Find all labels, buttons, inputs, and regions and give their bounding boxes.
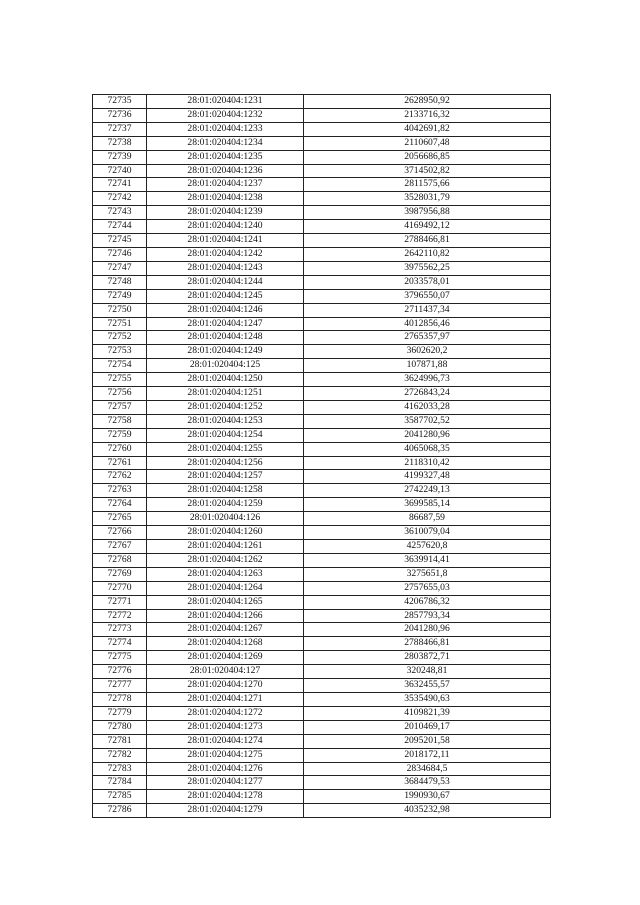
row-number-cell: 72759 [93,428,147,442]
cadastral-value-cell: 4042691,82 [304,122,551,136]
cadastral-value-cell: 320248,81 [304,665,551,679]
cadastral-number-cell: 28:01:020404:1260 [147,526,304,540]
cadastral-value-cell: 3587702,52 [304,414,551,428]
row-number-cell: 72778 [93,692,147,706]
table-row [93,776,551,790]
table-row [93,540,551,554]
cadastral-number-cell: 28:01:020404:1274 [147,734,304,748]
row-number-cell: 72764 [93,498,147,512]
table-row [93,95,551,109]
row-number-cell: 72744 [93,220,147,234]
cadastral-value-cell: 3796550,07 [304,289,551,303]
table-row [93,734,551,748]
row-number-cell: 72741 [93,178,147,192]
cadastral-value-cell: 2056686,85 [304,150,551,164]
row-number-cell: 72779 [93,706,147,720]
table-row [93,790,551,804]
table-row [93,303,551,317]
row-number-cell: 72771 [93,595,147,609]
table-row [93,150,551,164]
cadastral-value-cell: 3602620,2 [304,345,551,359]
row-number-cell: 72775 [93,651,147,665]
cadastral-number-cell: 28:01:020404:1265 [147,595,304,609]
table-row [93,526,551,540]
cadastral-number-cell: 28:01:020404:1237 [147,178,304,192]
row-number-cell: 72757 [93,400,147,414]
table-row [93,387,551,401]
cadastral-number-cell: 28:01:020404:1277 [147,776,304,790]
cadastral-value-cell: 2642110,82 [304,247,551,261]
cadastral-number-cell: 28:01:020404:1253 [147,414,304,428]
cadastral-number-cell: 28:01:020404:1270 [147,679,304,693]
cadastral-number-cell: 28:01:020404:1269 [147,651,304,665]
cadastral-value-cell: 2811575,66 [304,178,551,192]
row-number-cell: 72749 [93,289,147,303]
cadastral-value-cell: 2041280,96 [304,428,551,442]
table-row [93,275,551,289]
cadastral-value-cell: 2010469,17 [304,720,551,734]
table-row [93,637,551,651]
table-row [93,623,551,637]
row-number-cell: 72756 [93,387,147,401]
row-number-cell: 72773 [93,623,147,637]
table-row [93,331,551,345]
cadastral-value-cell: 2857793,34 [304,609,551,623]
table-row [93,373,551,387]
table-row [93,498,551,512]
table-row [93,400,551,414]
cadastral-number-cell: 28:01:020404:1257 [147,470,304,484]
row-number-cell: 72745 [93,234,147,248]
cadastral-value-cell: 2095201,58 [304,734,551,748]
cadastral-number-cell: 28:01:020404:1264 [147,581,304,595]
cadastral-number-cell: 28:01:020404:1233 [147,122,304,136]
cadastral-value-cell: 3699585,14 [304,498,551,512]
row-number-cell: 72777 [93,679,147,693]
cadastral-value-cell: 2628950,92 [304,95,551,109]
row-number-cell: 72783 [93,762,147,776]
table-row [93,804,551,818]
row-number-cell: 72735 [93,95,147,109]
cadastral-number-cell: 28:01:020404:1238 [147,192,304,206]
table-row [93,762,551,776]
cadastral-value-cell: 4169492,12 [304,220,551,234]
table-row [93,567,551,581]
cadastral-value-cell: 3975562,25 [304,261,551,275]
row-number-cell: 72763 [93,484,147,498]
table-row [93,442,551,456]
table-row [93,234,551,248]
table-row [93,192,551,206]
cadastral-value-cell: 4162033,28 [304,400,551,414]
table-row [93,595,551,609]
cadastral-value-cell: 2765357,97 [304,331,551,345]
row-number-cell: 72774 [93,637,147,651]
cadastral-number-cell: 28:01:020404:1247 [147,317,304,331]
cadastral-number-cell: 28:01:020404:1250 [147,373,304,387]
cadastral-value-cell: 3684479,53 [304,776,551,790]
row-number-cell: 72776 [93,665,147,679]
row-number-cell: 72754 [93,359,147,373]
cadastral-number-cell: 28:01:020404:1266 [147,609,304,623]
cadastral-value-cell: 107871,88 [304,359,551,373]
cadastral-number-cell: 28:01:020404:1232 [147,108,304,122]
cadastral-number-cell: 28:01:020404:1263 [147,567,304,581]
cadastral-value-cell: 2133716,32 [304,108,551,122]
table-row [93,456,551,470]
cadastral-number-cell: 28:01:020404:1240 [147,220,304,234]
cadastral-number-cell: 28:01:020404:1231 [147,95,304,109]
cadastral-value-cell: 4109821,39 [304,706,551,720]
cadastral-value-cell: 2118310,42 [304,456,551,470]
row-number-cell: 72739 [93,150,147,164]
cadastral-value-table [92,94,551,818]
table-row [93,470,551,484]
cadastral-value-cell: 4206786,32 [304,595,551,609]
row-number-cell: 72746 [93,247,147,261]
cadastral-value-cell: 3714502,82 [304,164,551,178]
row-number-cell: 72743 [93,206,147,220]
cadastral-number-cell: 28:01:020404:125 [147,359,304,373]
cadastral-value-cell: 3639914,41 [304,553,551,567]
cadastral-number-cell: 28:01:020404:126 [147,512,304,526]
row-number-cell: 72767 [93,540,147,554]
row-number-cell: 72765 [93,512,147,526]
row-number-cell: 72786 [93,804,147,818]
cadastral-number-cell: 28:01:020404:1273 [147,720,304,734]
cadastral-number-cell: 28:01:020404:1272 [147,706,304,720]
row-number-cell: 72766 [93,526,147,540]
cadastral-value-cell: 3987956,88 [304,206,551,220]
cadastral-number-cell: 28:01:020404:1261 [147,540,304,554]
cadastral-value-cell: 1990930,67 [304,790,551,804]
cadastral-value-cell: 4257620,8 [304,540,551,554]
cadastral-number-cell: 28:01:020404:1248 [147,331,304,345]
cadastral-number-cell: 28:01:020404:1239 [147,206,304,220]
row-number-cell: 72785 [93,790,147,804]
cadastral-number-cell: 28:01:020404:1255 [147,442,304,456]
row-number-cell: 72738 [93,136,147,150]
row-number-cell: 72782 [93,748,147,762]
cadastral-value-cell: 2110607,48 [304,136,551,150]
cadastral-number-cell: 28:01:020404:1276 [147,762,304,776]
cadastral-number-cell: 28:01:020404:1244 [147,275,304,289]
cadastral-value-cell: 2803872,71 [304,651,551,665]
cadastral-number-cell: 28:01:020404:1251 [147,387,304,401]
cadastral-number-cell: 28:01:020404:1278 [147,790,304,804]
cadastral-number-cell: 28:01:020404:1246 [147,303,304,317]
table-row [93,706,551,720]
table-row [93,679,551,693]
cadastral-value-cell: 2726843,24 [304,387,551,401]
table-row [93,651,551,665]
row-number-cell: 72762 [93,470,147,484]
table-row [93,247,551,261]
row-number-cell: 72753 [93,345,147,359]
table-row [93,414,551,428]
cadastral-value-cell: 3632455,57 [304,679,551,693]
row-number-cell: 72761 [93,456,147,470]
cadastral-number-cell: 28:01:020404:1279 [147,804,304,818]
cadastral-number-cell: 28:01:020404:1275 [147,748,304,762]
row-number-cell: 72751 [93,317,147,331]
table-row [93,720,551,734]
table-row [93,428,551,442]
cadastral-value-cell: 3535490,63 [304,692,551,706]
cadastral-value-cell: 4035232,98 [304,804,551,818]
table-body [93,95,551,818]
row-number-cell: 72772 [93,609,147,623]
cadastral-number-cell: 28:01:020404:1243 [147,261,304,275]
table-row [93,609,551,623]
row-number-cell: 72760 [93,442,147,456]
cadastral-value-cell: 4065068,35 [304,442,551,456]
row-number-cell: 72768 [93,553,147,567]
row-number-cell: 72750 [93,303,147,317]
cadastral-value-cell: 2018172,11 [304,748,551,762]
table-row [93,317,551,331]
cadastral-value-cell: 3624996,73 [304,373,551,387]
cadastral-value-cell: 4012856,46 [304,317,551,331]
row-number-cell: 72752 [93,331,147,345]
table-row [93,206,551,220]
table-row [93,692,551,706]
cadastral-value-cell: 2033578,01 [304,275,551,289]
table-row [93,665,551,679]
cadastral-number-cell: 28:01:020404:1271 [147,692,304,706]
row-number-cell: 72740 [93,164,147,178]
table-row [93,136,551,150]
cadastral-number-cell: 28:01:020404:1256 [147,456,304,470]
row-number-cell: 72780 [93,720,147,734]
cadastral-value-cell: 4199327,48 [304,470,551,484]
cadastral-number-cell: 28:01:020404:1245 [147,289,304,303]
table-row [93,553,551,567]
cadastral-value-cell: 2788466,81 [304,234,551,248]
cadastral-number-cell: 28:01:020404:1249 [147,345,304,359]
row-number-cell: 72769 [93,567,147,581]
cadastral-value-cell: 3528031,79 [304,192,551,206]
table-row [93,345,551,359]
cadastral-number-cell: 28:01:020404:1262 [147,553,304,567]
cadastral-value-cell: 2757655,03 [304,581,551,595]
cadastral-number-cell: 28:01:020404:127 [147,665,304,679]
cadastral-value-cell: 2788466,81 [304,637,551,651]
table-row [93,108,551,122]
table-row [93,122,551,136]
cadastral-number-cell: 28:01:020404:1235 [147,150,304,164]
table-row [93,748,551,762]
cadastral-number-cell: 28:01:020404:1258 [147,484,304,498]
cadastral-number-cell: 28:01:020404:1236 [147,164,304,178]
cadastral-number-cell: 28:01:020404:1252 [147,400,304,414]
row-number-cell: 72781 [93,734,147,748]
row-number-cell: 72737 [93,122,147,136]
cadastral-number-cell: 28:01:020404:1241 [147,234,304,248]
row-number-cell: 72755 [93,373,147,387]
cadastral-value-cell: 2041280,96 [304,623,551,637]
cadastral-number-cell: 28:01:020404:1234 [147,136,304,150]
row-number-cell: 72784 [93,776,147,790]
cadastral-value-cell: 2742249,13 [304,484,551,498]
cadastral-number-cell: 28:01:020404:1268 [147,637,304,651]
table-row [93,164,551,178]
cadastral-number-cell: 28:01:020404:1267 [147,623,304,637]
table-row [93,178,551,192]
cadastral-value-cell: 2711437,34 [304,303,551,317]
row-number-cell: 72748 [93,275,147,289]
row-number-cell: 72770 [93,581,147,595]
table-row [93,261,551,275]
cadastral-value-cell: 3610079,04 [304,526,551,540]
cadastral-number-cell: 28:01:020404:1259 [147,498,304,512]
table-row [93,289,551,303]
row-number-cell: 72736 [93,108,147,122]
cadastral-value-cell: 2834684,5 [304,762,551,776]
cadastral-value-cell: 86687,59 [304,512,551,526]
table-row [93,359,551,373]
table-row [93,512,551,526]
row-number-cell: 72742 [93,192,147,206]
table-row [93,220,551,234]
cadastral-number-cell: 28:01:020404:1242 [147,247,304,261]
table-row [93,484,551,498]
row-number-cell: 72747 [93,261,147,275]
cadastral-value-cell: 3275651,8 [304,567,551,581]
cadastral-number-cell: 28:01:020404:1254 [147,428,304,442]
row-number-cell: 72758 [93,414,147,428]
table-row [93,581,551,595]
